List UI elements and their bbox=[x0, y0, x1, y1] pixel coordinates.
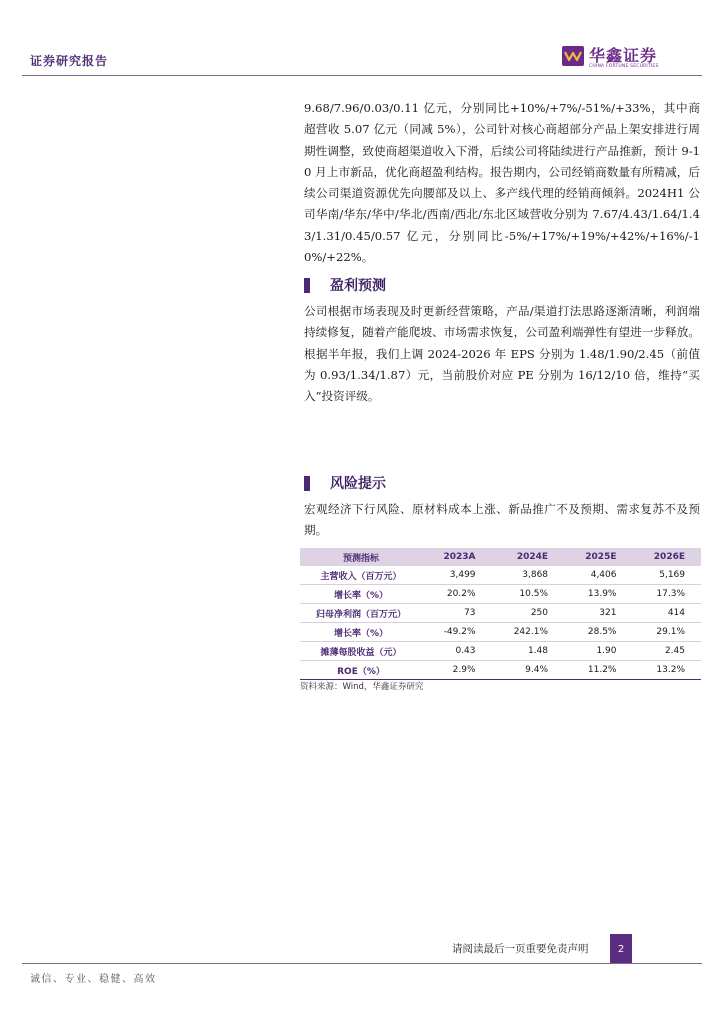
table-cell: 250 bbox=[492, 604, 565, 623]
table-cell: 242.1% bbox=[492, 623, 565, 642]
logo-text-cn: 华鑫证券 bbox=[589, 46, 658, 65]
table-cell: 9.4% bbox=[492, 661, 565, 680]
row-label: 增长率（%） bbox=[300, 585, 422, 604]
table-cell: 17.3% bbox=[632, 585, 701, 604]
row-label: ROE（%） bbox=[300, 661, 422, 680]
risk-paragraph: 宏观经济下行风险、原材料成本上涨、新品推广不及预期、需求复苏不及预期。 bbox=[304, 502, 700, 538]
column-header: 2026E bbox=[632, 548, 701, 566]
table-cell: 13.2% bbox=[632, 661, 701, 680]
profit-forecast-paragraph: 公司根据市场表现及时更新经营策略，产品/渠道打法思路逐渐清晰，利润端持续修复，随着产能爬坡、市场需求恢复，公司盈利端弹性有望进一步释放。根据半年报，我们上调 2024-2026 年 EPS 分别为 1.48/1.90/2.45（前值为 0.93/1.34/1.87）元，当前股价对应 PE 分别为 16/12/10 倍，维持“买入”投资评级。 bbox=[304, 304, 700, 404]
table-cell: -49.2% bbox=[422, 623, 492, 642]
table-header-row bbox=[300, 548, 701, 566]
table-cell: 73 bbox=[422, 604, 492, 623]
logo-text-en: CHINA FORTUNE SECURITIES bbox=[589, 64, 659, 69]
table-cell: 1.90 bbox=[564, 642, 632, 661]
table-row bbox=[300, 623, 701, 642]
table-row bbox=[300, 642, 701, 661]
company-logo bbox=[562, 42, 672, 74]
logo-mark-icon bbox=[562, 46, 584, 66]
table-cell: 2.45 bbox=[632, 642, 701, 661]
disclaimer-note: 请阅读最后一页重要免责声明 bbox=[452, 943, 589, 955]
section-heading-risk bbox=[304, 473, 386, 493]
section-marker-icon bbox=[304, 278, 310, 293]
forecast-table bbox=[300, 548, 701, 680]
table-cell: 5,169 bbox=[632, 566, 701, 585]
table-cell: 20.2% bbox=[422, 585, 492, 604]
table-cell: 29.1% bbox=[632, 623, 701, 642]
regional-revenue-paragraph: 9.68/7.96/0.03/0.11 亿元，分别同比+10%/+7%/-51%/+33%，其中商超营收 5.07 亿元（同减 5%），公司针对核心商超部分产品上架安排进行周期性调整，致使商超渠道收入下滑，后续公司将陆续进行产品推新，预计 9-10 月上市新品，优化商超盈利结构。报告期内，公司经销商数量有所精减，后续公司渠道资源优先向腰部及以上、多产线代理的经销商倾斜。2024H1 公司华南/华东/华中/华北/西南/西北/东北区域营收分别为 7.67/4.43/1.64/1.43/1.31/0.45/0.57 亿元，分别同比-5%/+17%/+19%/+42%/+16%/-10%/+22%。 bbox=[304, 101, 700, 265]
row-label: 主营收入（百万元） bbox=[300, 566, 422, 585]
table-cell: 414 bbox=[632, 604, 701, 623]
table-cell: 0.43 bbox=[422, 642, 492, 661]
page-number-badge: 2 bbox=[610, 934, 632, 964]
table-cell: 2.9% bbox=[422, 661, 492, 680]
table-row bbox=[300, 604, 701, 623]
row-label: 归母净利润（百万元） bbox=[300, 604, 422, 623]
column-header: 2025E bbox=[564, 548, 632, 566]
table-cell: 3,499 bbox=[422, 566, 492, 585]
risk-section bbox=[304, 499, 700, 542]
row-label: 摊薄每股收益（元） bbox=[300, 642, 422, 661]
table-source-note: 资料来源：Wind，华鑫证券研究 bbox=[300, 682, 424, 692]
table-row bbox=[300, 585, 701, 604]
footer-motto: 诚信、专业、稳健、高效 bbox=[30, 974, 157, 985]
profit-forecast-section bbox=[304, 301, 700, 407]
header-divider bbox=[22, 75, 702, 76]
table-cell: 10.5% bbox=[492, 585, 565, 604]
column-header: 2024E bbox=[492, 548, 565, 566]
section-marker-icon bbox=[304, 476, 310, 491]
report-type-label: 证券研究报告 bbox=[30, 54, 109, 68]
table-cell: 13.9% bbox=[564, 585, 632, 604]
table-cell: 28.5% bbox=[564, 623, 632, 642]
table-cell: 1.48 bbox=[492, 642, 565, 661]
table-cell: 321 bbox=[564, 604, 632, 623]
regional-revenue-section bbox=[304, 98, 700, 268]
row-label: 增长率（%） bbox=[300, 623, 422, 642]
section-title: 盈利预测 bbox=[330, 278, 386, 294]
footer-divider bbox=[22, 963, 702, 964]
table-row bbox=[300, 566, 701, 585]
table-cell: 11.2% bbox=[564, 661, 632, 680]
table-row bbox=[300, 661, 701, 680]
table-cell: 4,406 bbox=[564, 566, 632, 585]
table-cell: 3,868 bbox=[492, 566, 565, 585]
column-header: 2023A bbox=[422, 548, 492, 566]
section-title: 风险提示 bbox=[330, 476, 386, 492]
section-heading-profit-forecast bbox=[304, 275, 386, 295]
column-header: 预测指标 bbox=[300, 548, 422, 566]
